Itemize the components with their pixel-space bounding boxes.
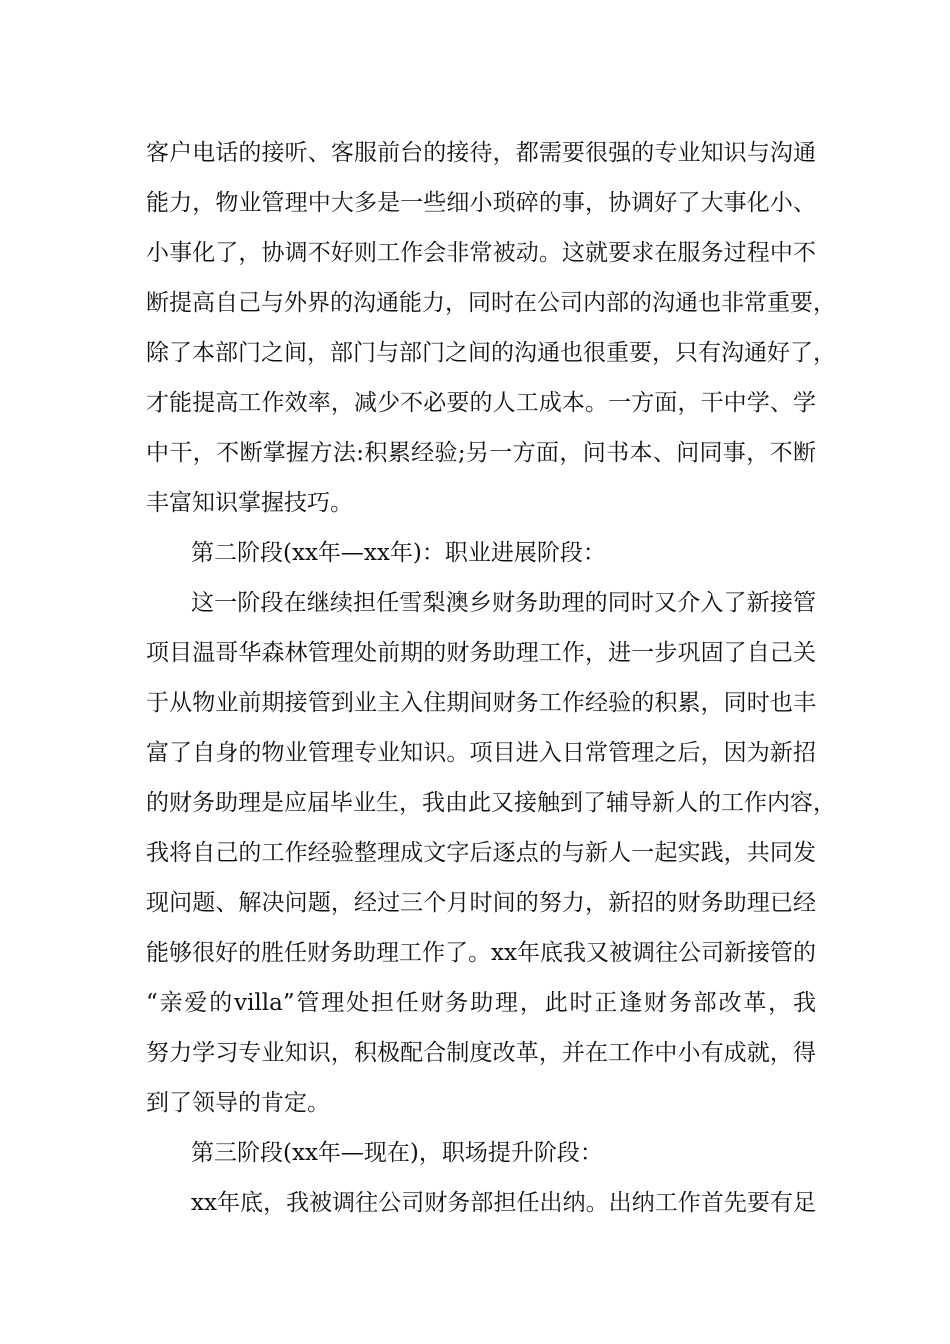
text-line: 项目温哥华森林管理处前期的财务助理工作，进一步巩固了自己关 (146, 640, 816, 666)
text-line: 这一阶段在继续担任雪梨澳乡财务助理的同时又介入了新接管 (191, 590, 816, 616)
text-line: 第三阶段(xx年—现在)，职场提升阶段： (191, 1140, 603, 1166)
text-line: 富了自身的物业管理专业知识。项目进入日常管理之后，因为新招 (146, 740, 816, 766)
text-line: 我将自己的工作经验整理成文字后逐点的与新人一起实践，共同发 (146, 840, 816, 866)
text-line: 能够很好的胜任财务助理工作了。xx年底我又被调往公司新接管的 (146, 940, 816, 966)
document-body (146, 128, 836, 1228)
text-line: 的财务助理是应届毕业生，我由此又接触到了辅导新人的工作内容， (146, 790, 836, 816)
text-line: xx年底，我被调往公司财务部担任出纳。出纳工作首先要有足 (191, 1190, 816, 1216)
text-line: 能力，物业管理中大多是一些细小琐碎的事，协调好了大事化小、 (146, 190, 816, 216)
text-line: 第二阶段(xx年—xx年)：职业进展阶段： (191, 540, 606, 566)
text-line: 于从物业前期接管到业主入住期间财务工作经验的积累，同时也丰 (146, 690, 816, 716)
text-line: “亲爱的villa”管理处担任财务助理，此时正逢财务部改革，我 (146, 990, 816, 1016)
text-line: 才能提高工作效率，减少不必要的人工成本。一方面，干中学、学 (146, 390, 816, 416)
text-line: 客户电话的接听、客服前台的接待，都需要很强的专业知识与沟通 (146, 140, 816, 166)
text-line: 现问题、解决问题，经过三个月时间的努力，新招的财务助理已经 (146, 890, 816, 916)
text-line: 中干，不断掌握方法:积累经验;另一方面，问书本、问同事，不断 (146, 440, 816, 466)
text-line: 断提高自己与外界的沟通能力，同时在公司内部的沟通也非常重要， (146, 290, 836, 316)
text-line: 到了领导的肯定。 (146, 1090, 330, 1116)
text-line: 丰富知识掌握技巧。 (146, 490, 353, 516)
text-line: 除了本部门之间，部门与部门之间的沟通也很重要，只有沟通好了， (146, 340, 836, 366)
text-line: 小事化了，协调不好则工作会非常被动。这就要求在服务过程中不 (146, 240, 816, 266)
text-line: 努力学习专业知识，积极配合制度改革，并在工作中小有成就，得 (146, 1040, 816, 1066)
